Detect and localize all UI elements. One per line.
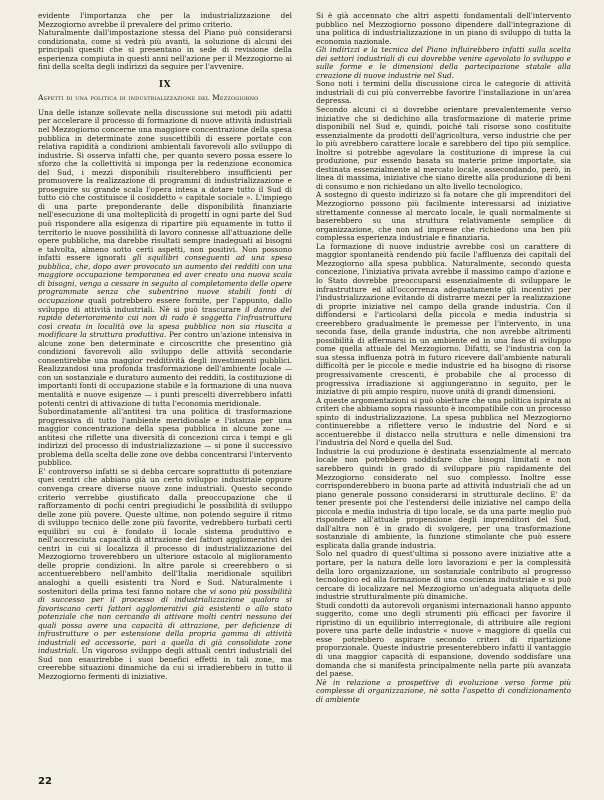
body-paragraph: Industrie la cui produzione è destinata essenzialmente al mercato locale non potrebbero soddisfare che bisogni limitati e non sarebbero quindi in grado di sviluppare più rapidamente del Mezzogiorno considerato nel suo complesso. Inoltre esse corrisponderebbero in buona parte ad attività industriali che ad un piano generale possono considerarsi in strutturale declino. E' da tener presente poi che l'estendersi delle iniziative nel campo della piccola e media industria di tipo locale, se da una parte meglio può rispondere all'attuale propensione degli imprenditori del Sud, dall'altra non è in grado di svolgere, per una trasformazione sostanziale di ambiente, la funzione stimolante che può essere esplicata dalla grande industria. <box>316 446 571 550</box>
text-run: E' controverso infatti se si debba cercare soprattutto di potenziare quei centri che abbiano già un certo sviluppo industriale oppure convenga creare diverse nuove zone industriali. Questo secondo criterio verrebbe giustificato dalla preoccupazione che il rafforzamento di pochi centri pregiudichi le possibilità di sviluppo delle zone più povere. Queste ultime, non potendo seguire il ritmo di sviluppo tecnico delle zone più favorite, vedrebbero turbati certi equilibri su cui è fondato il locale sistema produttivo e nell'accresciuta capacità di attrazione dei fattori agglomerativi dei centri in cui si localizza il processo di industrializzazione del Mezzogiorno troverebbero un ulteriore ostacolo al miglioramento delle proprie condizioni. In altre parole si creerebbero o si accentuerebbero nell'ambito dell'Italia meridionale squilibri analoghi a quelli esistenti tra Nord e Sud. Naturalmente i sostenitori della prima tesi fanno notare che <box>38 466 292 596</box>
intro-paragraph: evidente l'importanza che per la industrializzazione del Mezzogiorno avrebbe il prevalere del primo criterio. <box>38 11 292 29</box>
body-paragraph <box>38 468 292 682</box>
section-numeral: IX <box>158 79 172 90</box>
body-paragraph: Si è già accennato che altri aspetti fondamentali dell'intervento pubblico nel Mezzogiorno possono dipendere dall'integrazione di una politica di industrializzazione in un piano di sviluppo di tutta la economia nazionale. <box>316 11 571 46</box>
text-run: Un vigoroso sviluppo degli attuali centri industriali del Sud non esaurirebbe i suoi benefici effetti in tali zone, ma creerebbe situazioni dinamiche da cui si irradierebbero in tutto il Mezzogiorno fermenti di iniziative. <box>38 646 292 682</box>
body-paragraph: A sostegno di questo indirizzo si fa notare che gli imprenditori del Mezzogiorno possono più facilmente interessarsi ad iniziative strettamente connesse al mercato locale, le quali normalmente si baserebbero su una struttura relativamente semplice di organizzazione, che non ad imprese che richiedono una ben più complessa esperienza industriale e finanziaria. <box>316 190 571 243</box>
body-paragraph <box>316 46 571 80</box>
body-paragraph: Secondo alcuni ci si dovrebbe orientare prevalentemente verso iniziative che si dedichino alla trasformazione di materie prime disponibili nel Sud e, quindi, poiché tali risorse sono costituite essenzialmente da prodotti dell'agricoltura, verso industrie che per lo più avrebbero carattere locale e sarebbero del tipo più semplice. Inoltre si potrebbe agevolare la costituzione di imprese la cui produzione, pur essendo basata su materie prime importate, sia destinata essenzialmente al mercato locale, assecondando, però, in linea di massima, iniziative che siano dirette alla produzione di beni di consumo e non richiedano un alto livello tecnologico. <box>316 105 571 191</box>
body-paragraph: Solo nel quadro di quest'ultima si possono avere iniziative atte a portare, per la natura delle loro lavorazioni e per la complessità della loro organizzazione, un sostanziale contributo al progresso tecnologico ed alla formazione di una coscienza industriale e si può cercare di localizzare nel Mezzogiorno un'adeguata aliquota delle industrie strutturalmente più dinamiche. <box>316 549 571 602</box>
text-run: quali potrebbero essere fornite, per l'appunto, dallo sviluppo di attività industriali. Nè si può trascurare <box>38 295 292 314</box>
left-column <box>38 12 292 682</box>
body-paragraph: Subordinatamente all'antitesi tra una politica di trasformazione progressiva di tutto l'ambiente meridionale e l'istanza per una maggior concentrazione della spesa pubblica in alcune zone — antitesi che riflette una diversità di concezioni circa i tempi e gli indirizzi del processo di industrializzazione — si pone il successivo problema della scelta delle zone ove debba concentrarsi l'intervento pubblico. <box>38 407 292 468</box>
section-heading: Aspetti di una politica di industrializzazione del Mezzogiorno <box>38 93 259 103</box>
text-run: Una delle istanze sollevate nella discussione sui metodi più adatti per accelerare il processo di formazione di nuove attività industriali nel Mezzogiorno concerne una maggiore concentrazione della spesa pubblica in determinate zone suscettibili di essere portate con relativa rapidità a condizioni ambientali favorevoli allo sviluppo di industrie. Si osserva infatti che, per quanto severo possa essere lo sforzo che la collettività si imponga per la redenzione economica del Sud, i mezzi disponibili risulterebbero insufficienti per promuovere la realizzazione di programmi di industrializzazione e proseguire su grande scala l'opera intesa a dotare tutto il Sud di tutto ciò che costituisce il cosiddetto « capitale sociale ». L'impiego di una parte preponderante delle disponibilità finanziarie nell'esecuzione di una molteplicità di progetti in ogni parte del Sud può rispondere alla esigenza di ripartire più equamente in tutto il territorio le nuove possibilità di lavoro connesse all'attuazione delle opere pubbliche, ma darebbe risultati sempre inadeguati ai bisogni e talvolta, almeno sotto certi aspetti, non positivi. Non possono infatti essere ignorati <box>38 107 292 263</box>
body-paragraph <box>316 679 571 705</box>
italic-run: vi sono più possibilità di successo per il processo di industrializzazione qualora si favoriscano certi fattori agglomerativi già esistenti o allo stato potenziale che non cercando di attivare molti centri nessuno dei quali possa avere una capacità di attrazione, per deficienze di infrastrutture o per estensione della propria gamma di attività industriali ed accessorie, pari a quella di già consolidate zone industriali. <box>38 586 292 656</box>
body-paragraph: A queste argomentazioni si può obiettare che una politica ispirata ai criteri che abbiamo sopra riassunto è incompatibile con un processo spinto di industrializzazione. La spesa pubblica nel Mezzogiorno continuerebbe a riflettere verso le industrie del Nord e si accentuerebbe il distacco nella struttura e nelle dimensioni tra l'industria del Nord e quella del Sud. <box>316 395 571 448</box>
italic-run: gli squilibri conseguenti ad una spesa pubblica, che, dopo aver provocato un aumento dei redditi con una maggiore occupazione temporanea ed aver creato una nuova scala di bisogni, venga a cessare in seguito al completamento delle opere programmate senza che subentrino nuove stabili fonti di occupazione <box>38 253 292 305</box>
body-paragraph <box>38 109 292 408</box>
italic-run: Nè in relazione a prospettive di evoluzione verso forme più complesse di organizzazione, nè sotto l'aspetto di condizionamento di ambiente <box>316 677 571 704</box>
body-paragraph: Sono noti i termini della discussione circa le categorie di attività industriali di cui più converrebbe favorire l'installazione in un'area depressa. <box>316 79 571 106</box>
page-number: 22 <box>38 776 52 787</box>
right-column <box>316 12 571 704</box>
intro-paragraph: Naturalmente dall'impostazione stessa del Piano può considerarsi condizionata, come si vedrà più avanti, la soluzione di alcuni dei principali quesiti che si presentano in sede di revisione della esperienza compiuta in questi anni nell'azione per il Mezzogiorno ai fini della scelta degli indirizzi da seguire per l'avvenire. <box>38 28 292 72</box>
italic-run: il danno del rapido deterioramento cui non di rado è soggetta l'infrastruttura così creata in località ove la spesa pubblica non sia riuscita a modificare la struttura produttiva. <box>38 304 292 340</box>
body-paragraph: La formazione di nuove industrie avrebbe così un carattere di maggior spontaneità rendendo più facile l'affluenza dei capitali del Mezzogiorno alla spesa pubblica. Naturalmente, secondo questa concezione, l'iniziativa privata avrebbe il massimo campo d'azione e lo Stato dovrebbe preoccuparsi essenzialmente di sviluppare le infrastrutture ed all'occorrenza adeguatamente gli incentivi per l'industrializzazione evitando di distrarre mezzi per la realizzazione di proprie iniziative nel campo della grande industria. Con il diffondersi e l'articolarsi della piccola e media industria si creerebbero gradualmente le premesse per l'intervento, in una seconda fase, della grande industria, che non avrebbe altrimenti possibilità di affermarsi in un ambiente ed in una fase di sviluppo come quella attuale del Mezzogiorno. Difatti, se l'industria con la sua stessa influenza potrà in futuro ricevere dall'ambiente naturali difficoltà per le piccole e medie industrie ed ha bisogno di risorse progressivamente crescenti, è probabile che al processo di progressiva irradiazione si aggiungeranno in seguito, per le iniziative di più ampio respiro, nuove unità di grandi dimensioni. <box>316 241 571 397</box>
italic-run: Gli indirizzi e la tecnica del Piano influirebbero infatti sulla scelta dei settori industriali di cui dovrebbe venire agevolato lo sviluppo e sulle forme e le dimensioni della partecipazione statale alla creazione di nuove industrie nel Sud. <box>316 45 571 80</box>
body-paragraph: Studi condotti da autorevoli organismi internazionali hanno appunto suggerito, come uno degli strumenti più efficaci per favorire il ripristino di un equilibrio interregionale, di attribuire alle regioni povere una parte delle industrie « nuove » maggiore di quella cui esse potrebbero aspirare secondo criteri di ripartizione proporzionale. Queste industrie presenterebbero infatti il vantaggio di una maggior capacità di espansione, dovendo soddisfare una domanda che si manifesta principalmente nella parte più avanzata del paese. <box>316 600 571 679</box>
text-run: Per contro un'azione intensiva in alcune zone ben determinate e circoscritte che presentino già condizioni favorevoli allo sviluppo delle attività secondarie consentirebbe una maggior redditività degli investimenti pubblici. Realizzandosi una profonda trasformazione dell'ambiente locale — con un sostanziale e duraturo aumento dei redditi, la costituzione di importanti fonti di occupazione stabile e la formazione di una nuova mentalità e nuove esigenze — i punti prescelti diverrebbero infatti potenti centri di attivazione di tutta l'economia meridionale. <box>38 330 292 408</box>
